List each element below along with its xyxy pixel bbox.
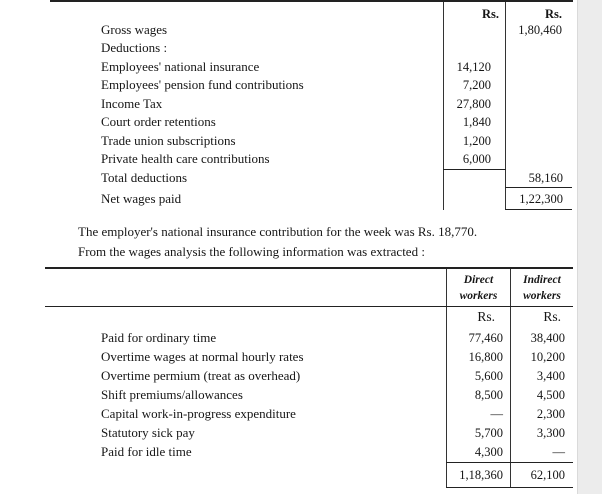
row-col1: 6,000 [462,152,491,166]
total-indirect: 62,100 [530,468,565,482]
row-label: Statutory sick pay [101,425,195,440]
row-direct: 8,500 [474,388,503,402]
col2-net-rule [505,209,572,210]
indirect-header-line2: workers [523,290,561,302]
row-col2: 1,22,300 [519,192,563,206]
table1-col2-header: Rs. [544,7,562,21]
row-col2: 1,80,460 [518,23,562,37]
row-label: Trade union subscriptions [101,133,236,148]
row-label: Income Tax [101,96,163,111]
row-label: Capital work-in-progress expenditure [101,406,296,421]
row-label: Net wages paid [101,191,182,206]
row-indirect: — [552,445,565,459]
page-edge-scroll-area [577,0,602,494]
employer-ni-note: The employer's national insurance contribution for the week was Rs. 18,770. [78,224,478,239]
row-label: Shift premiums/allowances [101,387,243,402]
row-label: Employees' pension fund contributions [101,77,304,92]
row-indirect: 2,300 [536,407,565,421]
row-label: Deductions : [101,40,168,55]
analysis-intro: From the wages analysis the following information was extracted : [78,244,425,259]
row-indirect: 3,300 [536,426,565,440]
row-label: Gross wages [101,22,168,37]
row-label: Private health care contributions [101,151,270,166]
indirect-unit: Rs. [543,309,561,324]
row-direct: 5,700 [474,426,503,440]
row-direct: — [490,407,503,421]
row-indirect: 4,500 [536,388,565,402]
row-direct: 77,460 [468,331,503,345]
row-indirect: 3,400 [536,369,565,383]
row-label: Paid for idle time [101,444,192,459]
row-label: Employees' national insurance [101,59,260,74]
row-indirect: 10,200 [530,350,565,364]
row-indirect: 38,400 [530,331,565,345]
row-col1: 7,200 [462,78,491,92]
direct-header-line1: Direct [463,274,494,286]
row-label: Paid for ordinary time [101,330,217,345]
table2-header-rule [45,306,573,307]
table2-total-rule [446,462,573,463]
row-direct: 16,800 [468,350,503,364]
table2-top-rule [45,267,573,269]
row-label: Overtime wages at normal hourly rates [101,349,304,364]
direct-header-line2: workers [459,290,498,302]
total-direct: 1,18,360 [459,468,503,482]
row-col1: 1,200 [462,134,491,148]
table2-bottom-rule [446,487,573,488]
row-direct: 5,600 [474,369,503,383]
indirect-header-line1: Indirect [523,274,561,286]
table1-col1-header: Rs. [481,7,499,21]
row-direct: 4,300 [474,445,503,459]
table1-top-rule [50,0,573,2]
row-label: Court order retentions [101,114,216,129]
row-label: Overtime permium (treat as overhead) [101,368,301,383]
row-col2: 58,160 [528,171,563,185]
row-col1: 14,120 [456,60,491,74]
direct-unit: Rs. [477,309,495,324]
row-col1: 1,840 [462,115,491,129]
col2-total-rule [505,187,572,188]
row-col1: 27,800 [456,97,491,111]
row-label: Total deductions [101,170,188,185]
col1-subtotal-rule [443,169,506,170]
